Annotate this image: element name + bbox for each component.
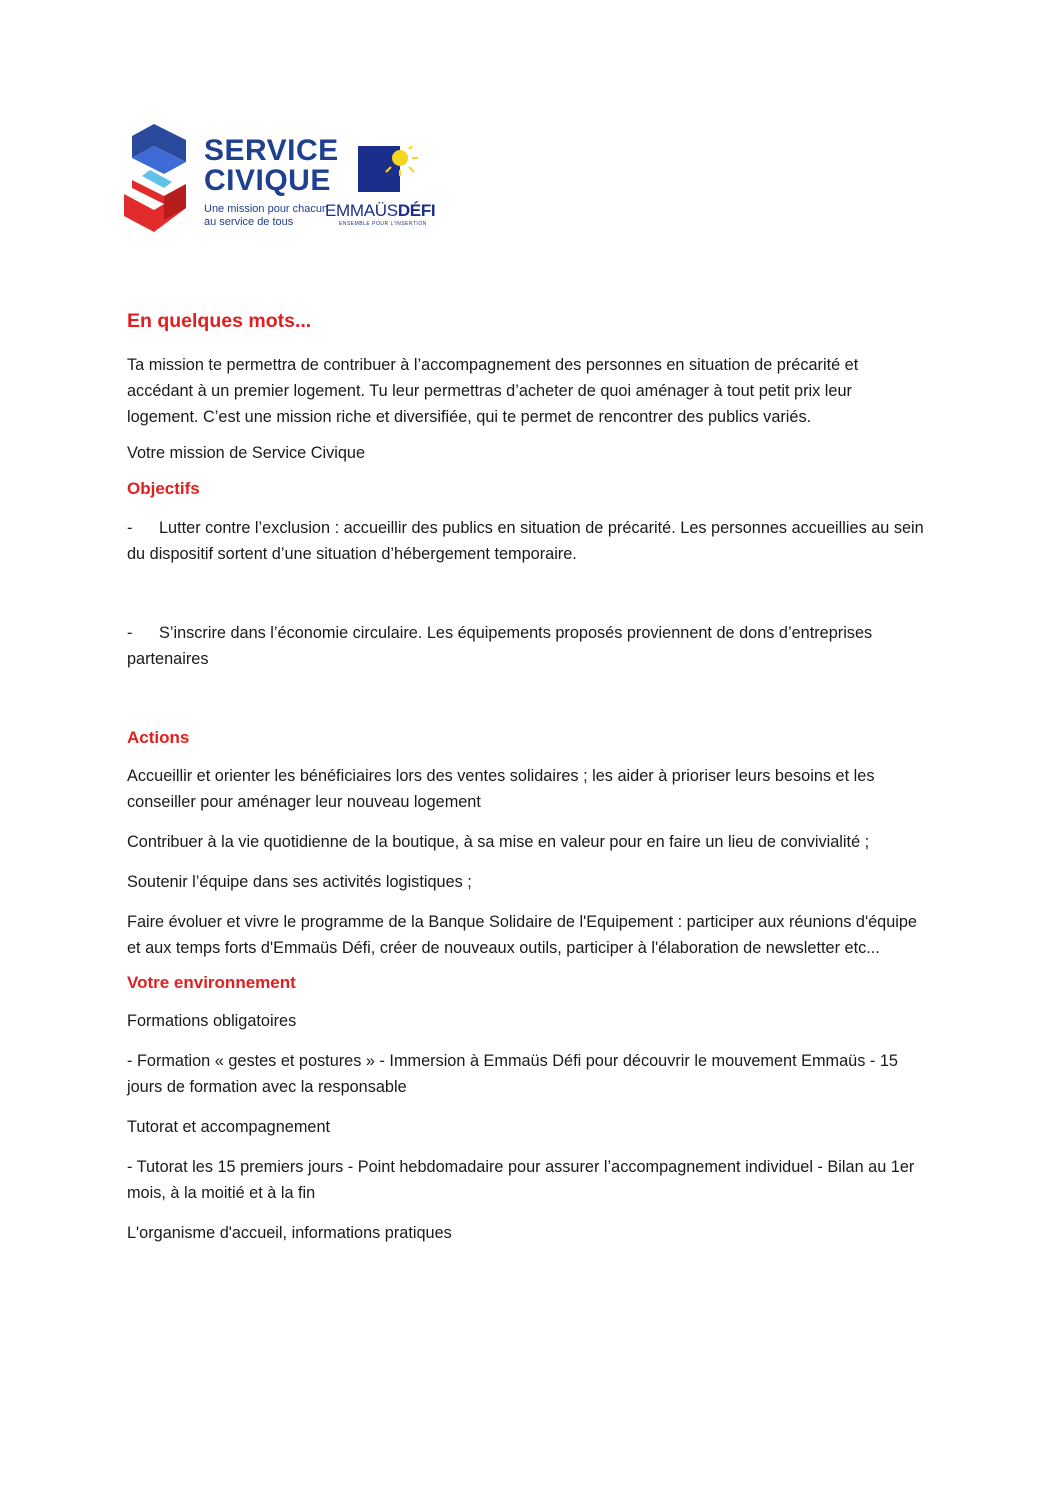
section-heading-en-quelques-mots: En quelques mots... <box>127 310 312 332</box>
emmaus-name-part2: DÉFI <box>397 201 436 220</box>
emmaus-defi-logo-mark <box>358 146 420 208</box>
objectif-item-text: Lutter contre l’exclusion : accueillir des publics en situation de précarité. Les personnes accueillies au sein du dispositif sortent d’une situation d’hébergement temporaire. <box>127 519 924 563</box>
objectif-item-text: S’inscrire dans l’économie circulaire. Les équipements proposés proviennent de dons d’entreprises partenaires <box>127 624 873 668</box>
organisme-label: L'organisme d'accueil, informations pratiques <box>127 1224 452 1242</box>
section-heading-votre-environnement: Votre environnement <box>127 973 296 992</box>
emmaus-name-part1: EMMAÜS <box>325 201 398 220</box>
section-heading-objectifs: Objectifs <box>127 479 200 498</box>
section-heading-actions: Actions <box>127 728 190 747</box>
service-civique-title <box>204 136 339 196</box>
action-item: Contribuer à la vie quotidienne de la boutique, à sa mise en valeur pour en faire un lieu de convivialité ; <box>127 833 870 851</box>
service-civique-title-line2: CIVIQUE <box>204 164 331 197</box>
service-civique-tagline-line2: au service de tous <box>204 216 294 228</box>
document-body <box>127 308 927 1246</box>
formations-label: Formations obligatoires <box>127 1012 297 1030</box>
action-item: Accueillir et orienter les bénéficiaires lors des ventes solidaires ; les aider à prioriser leurs besoins et les conseiller pour aménager leur nouveau logement <box>127 767 875 811</box>
service-civique-tagline <box>204 203 328 229</box>
intro-paragraph: Ta mission te permettra de contribuer à l’accompagnement des personnes en situation de précarité et accédant à un premier logement. Tu leur permettras d’acheter de quoi aménager à tout petit prix leur logement. C’est une mission riche et diversifiée, qui te permet de rencontrer des publics variés. <box>127 356 859 426</box>
action-item: Faire évoluer et vivre le programme de la Banque Solidaire de l'Equipement : participer aux réunions d'équipe et aux temps forts d'Emmaüs Défi, créer de nouveaux outils, participer à l'élaboration de newsletter etc... <box>127 913 917 957</box>
action-item: Soutenir l’équipe dans ses activités logistiques ; <box>127 873 472 891</box>
emmaus-subtitle: ENSEMBLE POUR L'INSERTION <box>339 221 427 227</box>
objectif-item <box>127 515 927 567</box>
tutorat-label: Tutorat et accompagnement <box>127 1118 331 1136</box>
service-civique-tagline-line1: Une mission pour chacun <box>204 203 329 215</box>
list-dash: - <box>127 519 133 537</box>
service-civique-title-line1: SERVICE <box>204 134 339 167</box>
emmaus-defi-name <box>325 202 435 220</box>
list-dash: - <box>127 624 133 642</box>
mission-label: Votre mission de Service Civique <box>127 444 365 462</box>
objectif-item <box>127 620 927 672</box>
tutorat-text: - Tutorat les 15 premiers jours - Point hebdomadaire pour assurer l’accompagnement individuel - Bilan au 1er mois, à la moitié et à la fin <box>127 1158 915 1202</box>
formations-text: - Formation « gestes et postures » - Immersion à Emmaüs Défi pour découvrir le mouvement Emmaüs - 15 jours de formation avec la responsable <box>127 1052 898 1096</box>
service-civique-logo-mark <box>124 124 194 234</box>
